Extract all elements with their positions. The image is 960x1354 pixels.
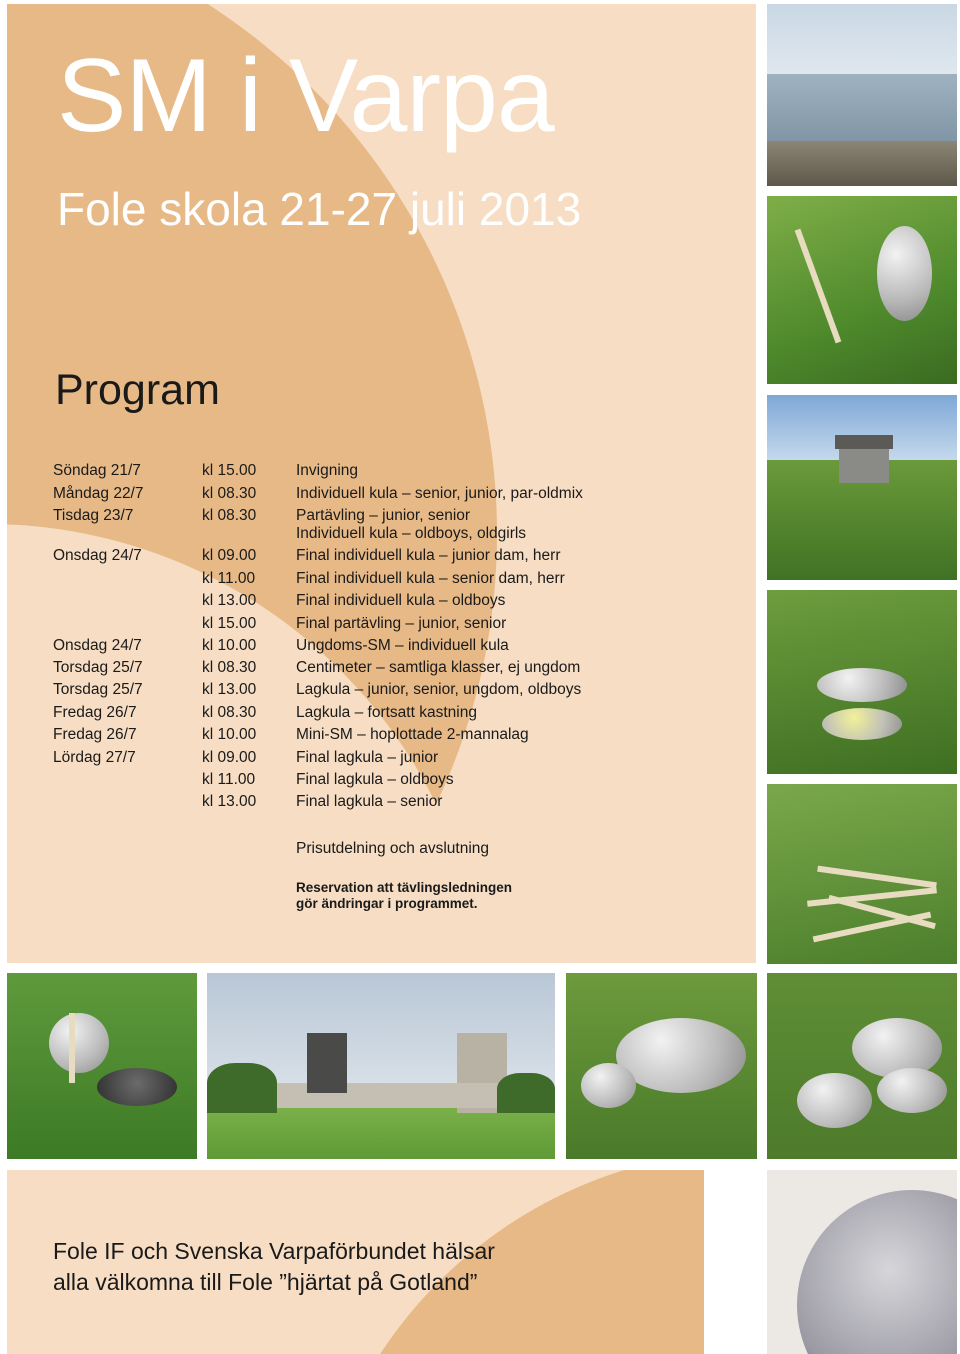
schedule-day: Måndag 22/7: [53, 485, 144, 502]
schedule-event: Final individuell kula – junior dam, herr: [296, 547, 561, 564]
schedule-event: Lagkula – junior, senior, ungdom, oldboys: [296, 681, 582, 698]
schedule-day: Fredag 26/7: [53, 704, 137, 721]
photo-stone-barn: [767, 395, 957, 580]
schedule-time: kl 08.30: [202, 507, 257, 524]
schedule-event: Final lagkula – junior: [296, 749, 439, 766]
photo-disc-macro: [767, 1170, 957, 1354]
footer-panel: [7, 1170, 704, 1354]
schedule-event: Final lagkula – senior: [296, 793, 443, 810]
closing-ceremony-text: Prisutdelning och avslutning: [296, 840, 490, 857]
reservation-line-1: Reservation att tävlingsledningen: [296, 880, 513, 895]
schedule-day: Torsdag 25/7: [53, 681, 143, 698]
schedule-event: Final individuell kula – senior dam, herr: [296, 570, 565, 587]
schedule-time: kl 10.00: [202, 637, 257, 654]
schedule-event: Individuell kula – senior, junior, par-oldmix: [296, 485, 583, 502]
schedule-time: kl 13.00: [202, 793, 257, 810]
photo-discs-close-up: [566, 973, 757, 1159]
schedule-event: Final partävling – junior, senior: [296, 615, 507, 632]
schedule-time: kl 09.00: [202, 749, 257, 766]
welcome-line-1: Fole IF och Svenska Varpaförbundet hälsar: [53, 1238, 495, 1264]
schedule-event: Mini-SM – hoplottade 2-mannalag: [296, 726, 529, 743]
schedule-day: Lördag 27/7: [53, 749, 136, 766]
schedule-event: Ungdoms-SM – individuell kula: [296, 637, 509, 654]
schedule-day: Torsdag 25/7: [53, 659, 143, 676]
schedule-event-continued: Individuell kula – oldboys, oldgirls: [296, 525, 527, 542]
schedule-event: Final individuell kula – oldboys: [296, 592, 506, 609]
main-panel: [7, 4, 756, 963]
schedule-time: kl 10.00: [202, 726, 257, 743]
schedule-event: Invigning: [296, 462, 359, 479]
schedule-time: kl 09.00: [202, 547, 257, 564]
schedule-event: Partävling – junior, senior: [296, 507, 471, 524]
photo-two-discs-on-grass: [767, 590, 957, 774]
welcome-message: [53, 1236, 495, 1298]
schedule-time: kl 08.30: [202, 659, 257, 676]
schedule-event: Lagkula – fortsatt kastning: [296, 704, 477, 721]
schedule-time: kl 11.00: [202, 570, 256, 587]
photo-three-discs: [767, 973, 957, 1159]
schedule-time: kl 11.00: [202, 771, 256, 788]
schedule-day: Fredag 26/7: [53, 726, 137, 743]
photo-sea-shore: [767, 4, 957, 186]
schedule-day: Tisdag 23/7: [53, 507, 134, 524]
reservation-line-2: gör ändringar i programmet.: [296, 896, 478, 911]
poster-title: SM i Varpa: [57, 38, 554, 154]
schedule-event: Centimeter – samtliga klasser, ej ungdom: [296, 659, 581, 676]
poster-subtitle: Fole skola 21-27 juli 2013: [57, 183, 582, 235]
photo-sticks-pile: [767, 784, 957, 964]
schedule-time: kl 13.00: [202, 592, 257, 609]
schedule-time: kl 08.30: [202, 704, 257, 721]
welcome-line-2: alla välkomna till Fole ”hjärtat på Gotland”: [53, 1269, 478, 1295]
schedule-day: Onsdag 24/7: [53, 547, 142, 564]
schedule-time: kl 15.00: [202, 615, 257, 632]
schedule-time: kl 15.00: [202, 462, 257, 479]
reservation-note: [296, 880, 512, 912]
schedule-time: kl 13.00: [202, 681, 257, 698]
schedule-time: kl 08.30: [202, 485, 257, 502]
schedule-day: Söndag 21/7: [53, 462, 141, 479]
photo-stone-in-grass: [767, 196, 957, 384]
schedule-event: Final lagkula – oldboys: [296, 771, 454, 788]
program-heading: Program: [55, 366, 220, 414]
photo-throw-in-motion: [7, 973, 197, 1159]
photo-visby-city-wall: [207, 973, 555, 1159]
schedule-day: Onsdag 24/7: [53, 637, 142, 654]
